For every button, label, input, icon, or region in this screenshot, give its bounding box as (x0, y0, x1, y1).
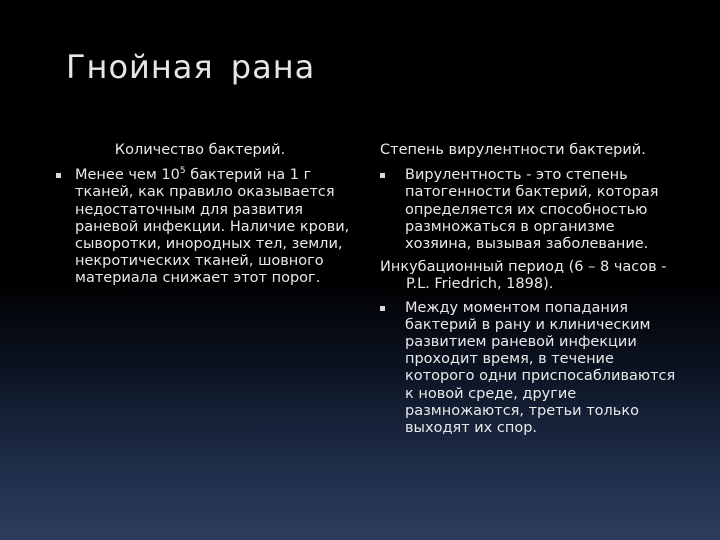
left-bullet-exponent: 5 (179, 166, 186, 177)
left-bullet-text (75, 167, 356, 287)
right-bullet-virulence-text: Вирулентность - это степень патогенности бактерий, которая определяется их способностью размножаться в организме хозяина, вызывая заболевание. (405, 167, 659, 253)
right-bullet-adaptation-text: Между моментом попадания бактерий в рану и клиническим развитием раневой инфекции проходит время, в течение которого одни приспосабливаются к новой среде, другие размножаются, третьи только выходят их спор. (405, 299, 676, 437)
bullet-square-icon (380, 306, 385, 311)
bullet-square-icon (380, 173, 385, 178)
right-column (380, 142, 680, 443)
left-heading: Количество бактерий. (114, 142, 286, 158)
left-bullet-post: бактерий на 1 г тканей, как правило оказывается недостаточным для развития раневой инфекции. Наличие крови, сыворотки, инородных тел, земли, некротических тканей, шовного материала снижает этот порог. (75, 167, 350, 287)
incubation-period-text: Инкубационный период (6 – 8 часов - P.L. Friedrich, 1898). (380, 259, 667, 293)
right-bullet-virulence (380, 167, 680, 253)
left-bullet (56, 167, 356, 287)
right-heading: Степень вирулентности бактерий. (380, 142, 646, 158)
slide-title: Гнойная рана (66, 48, 316, 86)
left-column (56, 142, 356, 288)
bullet-square-icon (56, 173, 61, 178)
left-bullet-pre: Менее чем 10 (75, 167, 180, 184)
right-bullet-adaptation (380, 300, 680, 438)
